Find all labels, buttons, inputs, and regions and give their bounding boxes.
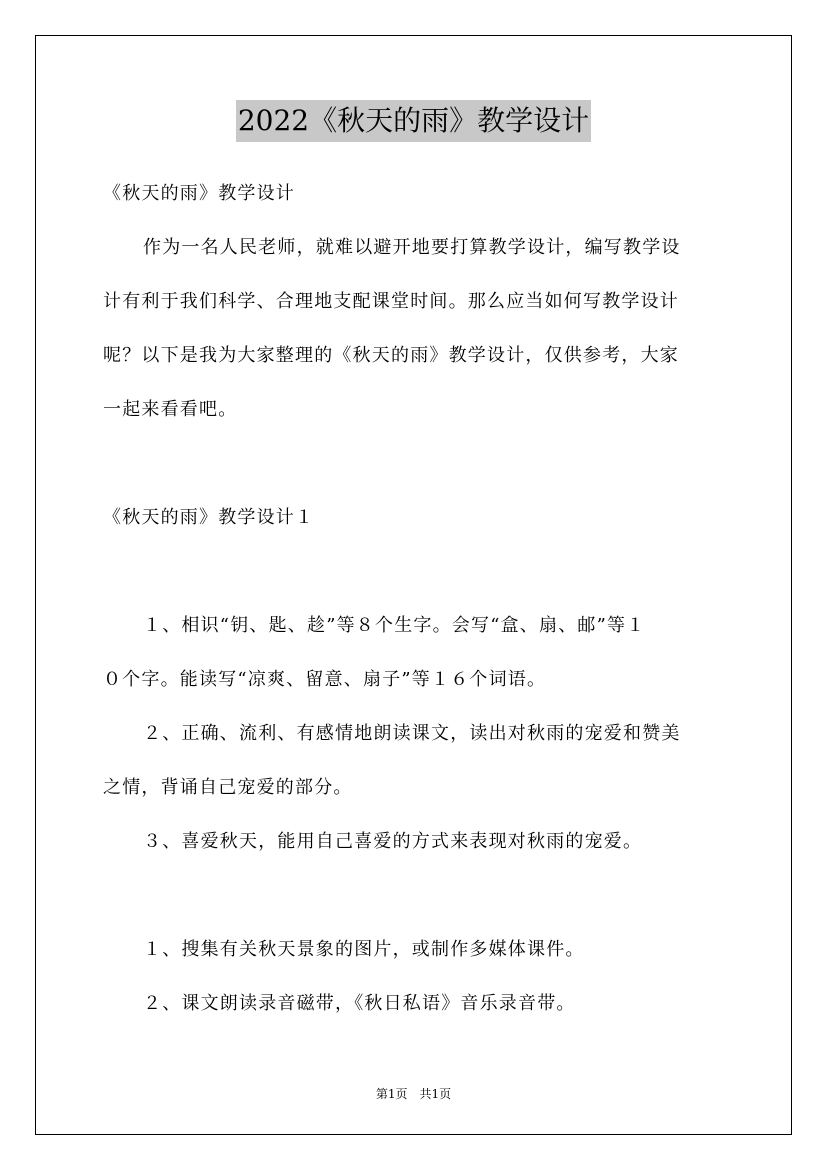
paragraph-line: 一起来看看吧。 xyxy=(103,399,238,420)
paragraph-line: ２、正确、流利、有感情地朗读课文，读出对秋雨的宠爱和赞美 xyxy=(143,723,681,744)
paragraph-line: 作为一名人民老师，就难以避开地要打算教学设计，编写教学设 xyxy=(143,237,681,258)
page-footer: 第1页 共1页 xyxy=(375,1087,452,1101)
title-wrap xyxy=(0,100,827,142)
paragraph-line: 计有利于我们科学、合理地支配课堂时间。那么应当如何写教学设计 xyxy=(103,291,679,312)
paragraph-line: 之情，背诵自己宠爱的部分。 xyxy=(103,777,353,798)
section-heading: 《秋天的雨》教学设计１ xyxy=(103,507,315,528)
paragraph-line: ３、喜爱秋天，能用自己喜爱的方式来表现对秋雨的宠爱。 xyxy=(143,831,643,852)
paragraph-line: 呢？以下是我为大家整理的《秋天的雨》教学设计，仅供参考，大家 xyxy=(103,345,679,366)
document-title: 2022《秋天的雨》教学设计 xyxy=(236,100,591,142)
subtitle-line: 《秋天的雨》教学设计 xyxy=(103,183,295,204)
paragraph-line: ０个字。能读写“凉爽、留意、扇子”等１６个词语。 xyxy=(103,669,547,690)
paragraph-line: １、相识“钥、匙、趁”等８个生字。会写“盒、扇、邮”等１ xyxy=(143,615,646,636)
paragraph-line: １、搜集有关秋天景象的图片，或制作多媒体课件。 xyxy=(143,939,585,960)
paragraph-line: ２、课文朗读录音磁带，《秋日私语》音乐录音带。 xyxy=(143,993,576,1014)
